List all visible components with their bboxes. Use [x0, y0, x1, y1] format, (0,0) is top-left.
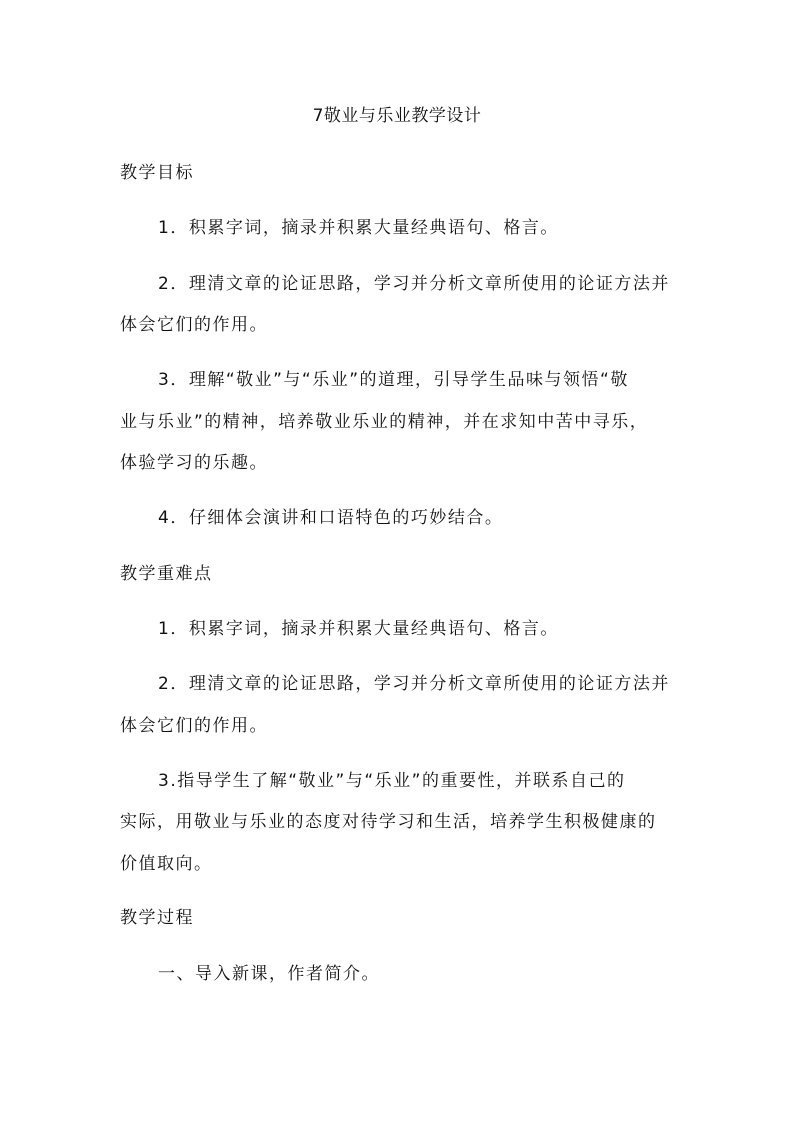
- goal-item-4-line-1: 4．仔细体会演讲和口语特色的巧妙结合。: [158, 508, 504, 528]
- key-item-3-line-3: 价值取向。: [120, 854, 213, 874]
- section-heading-key-points: 教学重难点: [120, 564, 213, 584]
- goal-item-3-line-2: 业与乐业”的精神，培养敬业乐业的精神，并在求知中苦中寻乐，: [120, 412, 649, 432]
- section-heading-goals: 教学目标: [120, 163, 194, 183]
- goal-item-3-line-3: 体验学习的乐趣。: [120, 453, 268, 473]
- goal-item-2-line-2: 体会它们的作用。: [120, 315, 268, 335]
- key-item-1-line-1: 1．积累字词，摘录并积累大量经典语句、格言。: [158, 619, 559, 639]
- key-item-2-line-1: 2．理清文章的论证思路，学习并分析文章所使用的论证方法并: [158, 674, 670, 694]
- goal-item-1-line-1: 1．积累字词，摘录并积累大量经典语句、格言。: [158, 218, 559, 238]
- key-item-3-line-1: 3.指导学生了解“敬业”与“乐业”的重要性，并联系自己的: [158, 771, 626, 791]
- key-item-3-line-2: 实际，用敬业与乐业的态度对待学习和生活，培养学生积极健康的: [120, 812, 657, 832]
- process-item-1-line-1: 一、导入新课，作者简介。: [158, 964, 380, 984]
- goal-item-2-line-1: 2．理清文章的论证思路，学习并分析文章所使用的论证方法并: [158, 274, 670, 294]
- goal-item-3-line-1: 3．理解“敬业”与“乐业”的道理，引导学生品味与领悟“敬: [158, 370, 629, 390]
- document-title: 7敬业与乐业教学设计: [312, 106, 482, 126]
- key-item-2-line-2: 体会它们的作用。: [120, 716, 268, 736]
- section-heading-process: 教学过程: [120, 908, 194, 928]
